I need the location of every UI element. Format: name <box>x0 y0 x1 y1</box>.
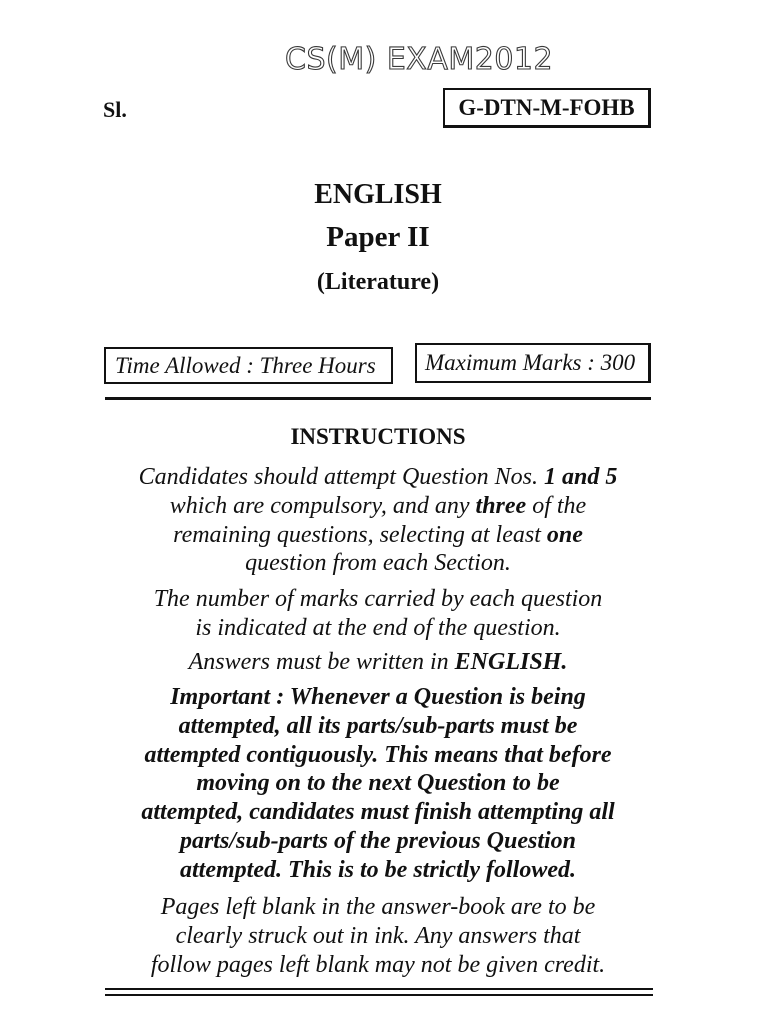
instruction-text: attempted. This is to be strictly followed. <box>180 856 576 883</box>
instruction-text: The number of marks carried by each question <box>153 586 603 612</box>
instruction-text: question from each Section. <box>245 550 511 577</box>
instruction-line <box>100 585 656 614</box>
paper-subtitle: (Literature) <box>316 269 440 295</box>
instruction-text: remaining questions, selecting at least <box>173 521 541 548</box>
instruction-line <box>100 521 656 550</box>
instruction-line <box>100 549 656 578</box>
instruction-text: attempted, candidates must finish attempting all <box>141 799 615 826</box>
booklet-code: G-DTN-M-FOHB <box>458 95 635 120</box>
divider-rule <box>105 397 651 400</box>
instruction-text: moving on to the next Question to be <box>196 770 560 797</box>
instruction-line <box>100 683 656 712</box>
instruction-text: of the <box>532 492 587 519</box>
instruction-text: attempted, all its parts/sub-parts must be <box>178 712 578 739</box>
subject-title: ENGLISH <box>314 179 442 210</box>
instruction-line <box>100 463 656 492</box>
instruction-text: Candidates should attempt Question Nos. <box>138 464 538 490</box>
time-allowed-box <box>104 347 393 384</box>
instruction-text: which are compulsory, and any <box>169 492 470 519</box>
instruction-line <box>100 712 656 741</box>
instruction-line <box>100 492 656 521</box>
instruction-line <box>100 614 656 643</box>
maximum-marks-box <box>415 343 651 383</box>
instruction-line <box>100 893 656 922</box>
paper-title: Paper II <box>326 221 430 253</box>
instructions-heading: INSTRUCTIONS <box>290 424 466 449</box>
bottom-double-rule-upper <box>105 988 653 990</box>
instruction-line <box>100 648 656 677</box>
instruction-emphasis: one <box>546 521 583 548</box>
instruction-line <box>100 798 656 827</box>
instruction-text: Pages left blank in the answer-book are to be <box>160 894 596 920</box>
exam-stamp: CS(M) EXAM2012 <box>285 42 554 77</box>
instruction-text: clearly struck out in ink. Any answers that <box>175 922 581 949</box>
instruction-paragraph-important <box>100 683 656 885</box>
instruction-text: Answers must be written in <box>188 649 449 675</box>
instruction-line <box>100 951 656 980</box>
time-allowed: Time Allowed : Three Hours <box>115 353 376 378</box>
maximum-marks: Maximum Marks : 300 <box>425 350 636 375</box>
instruction-text: Important : Whenever a Question is being <box>170 684 586 710</box>
instruction-text: is indicated at the end of the question. <box>195 614 561 641</box>
instruction-emphasis: ENGLISH. <box>454 649 568 675</box>
instruction-line <box>100 741 656 770</box>
instruction-emphasis: three <box>475 492 527 519</box>
instruction-text: parts/sub-parts of the previous Question <box>179 827 577 854</box>
instruction-paragraph-marks <box>100 585 656 643</box>
instruction-paragraph-language <box>100 648 656 677</box>
bottom-double-rule-lower <box>105 994 653 996</box>
instruction-text: attempted contiguously. This means that before <box>144 741 612 768</box>
instruction-text: follow pages left blank may not be given credit. <box>150 951 606 978</box>
instruction-line <box>100 856 656 885</box>
instruction-emphasis: 1 and 5 <box>543 464 618 490</box>
instruction-line <box>100 769 656 798</box>
instruction-line <box>100 827 656 856</box>
booklet-code-box <box>443 88 651 128</box>
instruction-line <box>100 922 656 951</box>
serial-label: Sl. <box>103 97 127 122</box>
instruction-paragraph-attempt <box>100 463 656 578</box>
instruction-paragraph-blank-pages <box>100 893 656 979</box>
